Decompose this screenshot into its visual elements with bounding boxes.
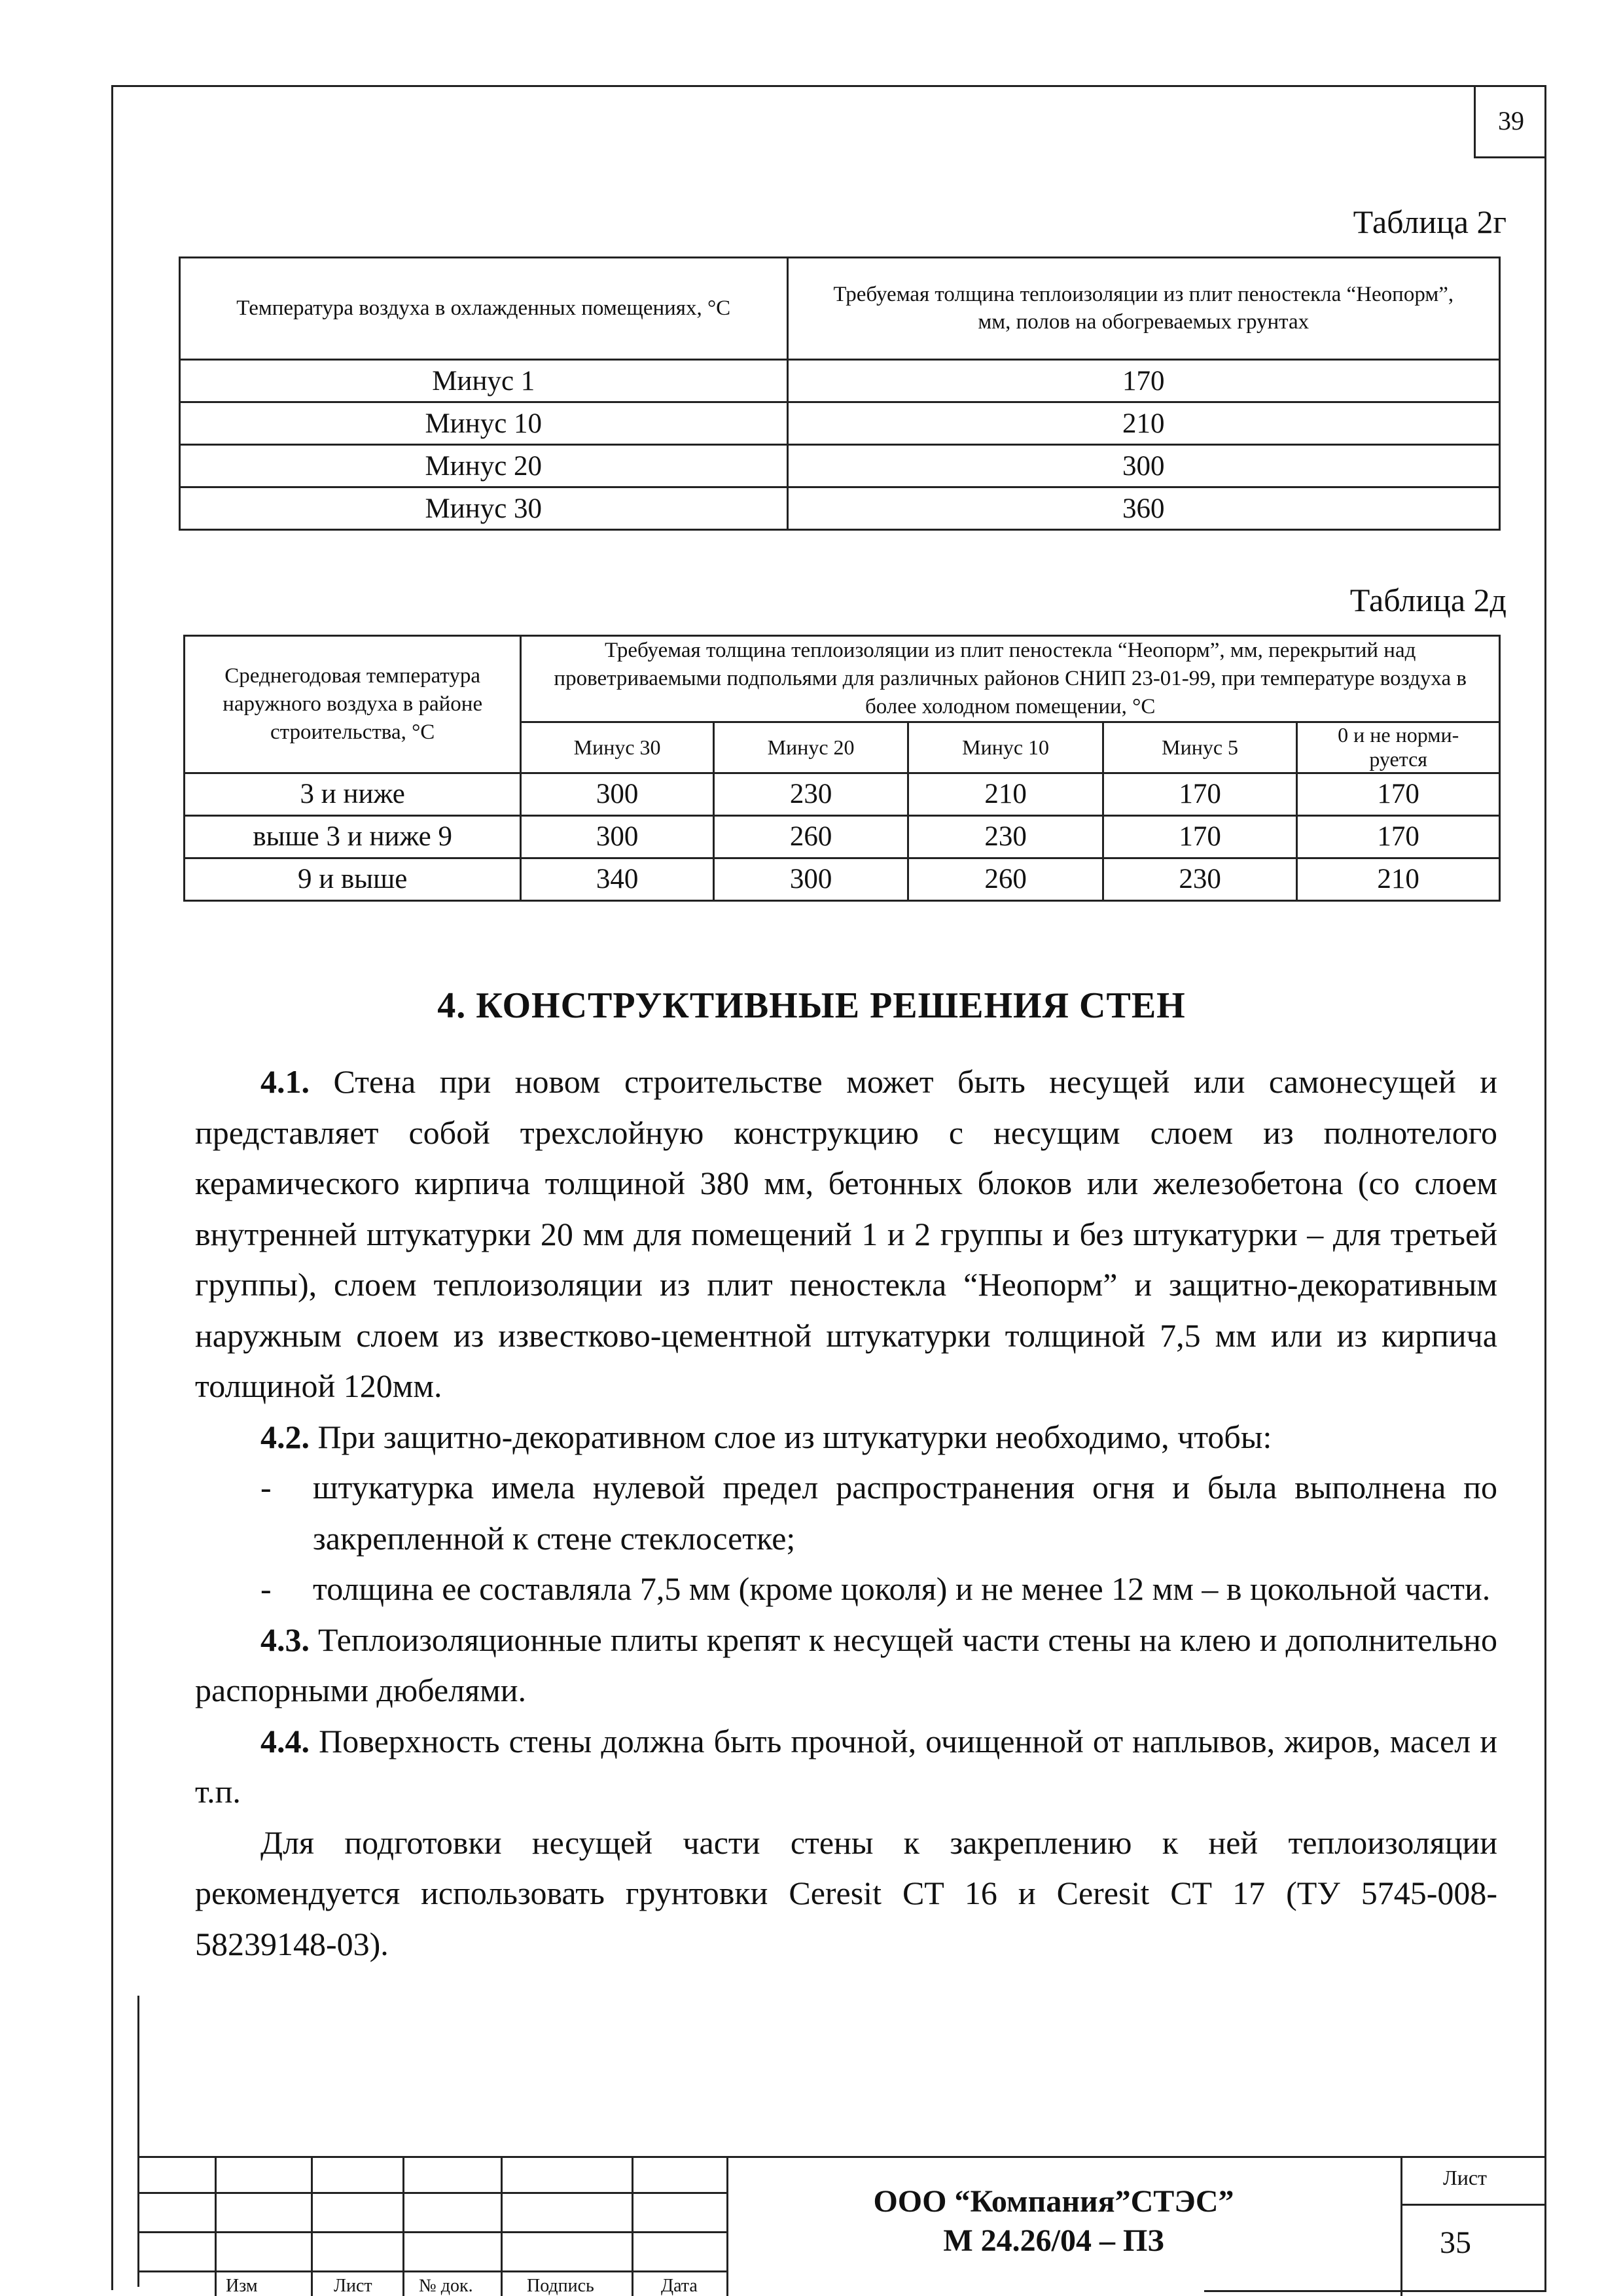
- table-2g-header-thickness: Требуемая толщина теплоизоляции из плит пеностекла “Неопорм”, мм, полов на обогреваемых грунтах: [787, 258, 1499, 360]
- stamp-col-label: Изм: [226, 2276, 258, 2296]
- table-cell: Минус 20: [180, 445, 788, 487]
- table-cell: 300: [713, 858, 908, 900]
- table-cell: 260: [908, 858, 1103, 900]
- paragraph-4-1: [195, 1057, 1497, 1412]
- bullet-dash: -: [260, 1469, 272, 1506]
- stamp-bottom-line: [1204, 2290, 1546, 2292]
- list-item-text: толщина ее составляла 7,5 мм (кроме цоколя) и не менее 12 мм – в цокольной части.: [313, 1570, 1491, 1607]
- table-2d-subheader: Минус 20: [713, 722, 908, 773]
- table-2d-subheader: Минус 5: [1103, 722, 1297, 773]
- stamp-row-line: [137, 2192, 726, 2194]
- table-row: [185, 858, 1500, 900]
- table-cell: Минус 10: [180, 402, 788, 445]
- paragraph-text: Теплоизоляционные плиты крепят к несущей части стены на клею и дополнительно распорными дюбелями.: [195, 1621, 1498, 1708]
- table-cell: 300: [521, 815, 714, 858]
- stamp-col-line: [215, 2156, 217, 2296]
- table-row: [185, 773, 1500, 815]
- table-cell: 3 и ниже: [185, 773, 521, 815]
- table-cell: 170: [1297, 773, 1500, 815]
- table-cell: Минус 1: [180, 360, 788, 402]
- table-cell: 9 и выше: [185, 858, 521, 900]
- organization-name: ООО “Компания”СТЭС”: [873, 2184, 1234, 2219]
- stamp-col-line: [402, 2156, 404, 2296]
- paragraph-4-3: [195, 1615, 1497, 1716]
- stamp-col-line: [1400, 2156, 1402, 2296]
- table-2d-header-temp: Среднегодовая температура наружного воздуха в районе строительства, °С: [185, 636, 521, 773]
- table-cell: 210: [787, 402, 1499, 445]
- table-cell: 210: [1297, 858, 1500, 900]
- stamp-col-label: Лист: [334, 2276, 372, 2296]
- list-item: [195, 1564, 1497, 1615]
- stamp-col-line: [501, 2156, 503, 2296]
- table-cell: 300: [787, 445, 1499, 487]
- table-2d-subheader: 0 и не норми-руется: [1297, 722, 1500, 773]
- table-row: [180, 402, 1500, 445]
- table-cell: Минус 30: [180, 487, 788, 530]
- paragraph-text: При защитно-декоративном слое из штукатурки необходимо, чтобы:: [317, 1418, 1272, 1455]
- sheet-label: Лист: [1443, 2166, 1488, 2189]
- table-2d-caption: Таблица 2д: [1349, 582, 1507, 618]
- table-row: [185, 815, 1500, 858]
- table-cell: 170: [1103, 815, 1297, 858]
- list-item-text: штукатурка имела нулевой предел распространения огня и была выполнена по закрепленной к стене стеклосетке;: [313, 1469, 1497, 1557]
- table-cell: 300: [521, 773, 714, 815]
- stamp-col-label: Подпись: [527, 2276, 594, 2296]
- table-row: [180, 487, 1500, 530]
- paragraph-number: 4.1.: [260, 1063, 310, 1100]
- table-2g-header-temp: Температура воздуха в охлажденных помещениях, °С: [180, 258, 788, 360]
- stamp-org-block: [726, 2182, 1381, 2261]
- table-row: [180, 445, 1500, 487]
- paragraph-number: 4.3.: [260, 1621, 310, 1658]
- paragraph-text: Поверхность стены должна быть прочной, очищенной от наплывов, жиров, масел и т.п.: [195, 1722, 1498, 1810]
- table-2g: [179, 256, 1501, 531]
- paragraph-final: Для подготовки несущей части стены к закреплению к ней теплоизоляции рекомендуется использовать грунтовки Ceresit CT 16 и Ceresit CT 17 (ТУ 5745-008-58239148-03).: [195, 1824, 1497, 1962]
- table-cell: 360: [787, 487, 1499, 530]
- table-2d-header-group: Требуемая толщина теплоизоляции из плит пеностекла “Неопорм”, мм, перекрытий над проветриваемыми подпольями для различных районов СНИП 23-01-99, при температуре воздуха в более холодном помещении, °С: [521, 636, 1500, 722]
- paragraph-4-4: [195, 1716, 1497, 1818]
- stamp-col-label: Дата: [661, 2276, 698, 2296]
- stamp-row-line: [137, 2270, 726, 2272]
- paragraph-number: 4.4.: [260, 1722, 310, 1759]
- paragraph-number: 4.2.: [260, 1418, 310, 1455]
- table-2d-subheader: Минус 30: [521, 722, 714, 773]
- table-cell: 170: [1103, 773, 1297, 815]
- stamp-col-line: [632, 2156, 633, 2296]
- table-cell: 210: [908, 773, 1103, 815]
- stamp-row-line: [1400, 2204, 1546, 2206]
- table-2g-caption: Таблица 2г: [1353, 203, 1507, 240]
- page-number: 39: [1474, 85, 1546, 158]
- table-cell: выше 3 и ниже 9: [185, 815, 521, 858]
- stamp-col-label: № док.: [419, 2276, 473, 2296]
- list-item: [195, 1462, 1497, 1564]
- section-body: [195, 1057, 1497, 1969]
- sheet-number: 35: [1440, 2225, 1471, 2260]
- table-row: [180, 360, 1500, 402]
- bullet-dash: -: [260, 1570, 272, 1607]
- table-cell: 340: [521, 858, 714, 900]
- stamp-row-line: [137, 2231, 726, 2233]
- frame-inner-line: [137, 1996, 139, 2287]
- table-2d-subheader: Минус 10: [908, 722, 1103, 773]
- stamp-top-line: [137, 2156, 1546, 2158]
- paragraph-text: Стена при новом строительстве может быть несущей или самонесущей и представляет собой трехслойную конструкцию с несущим слоем из полнотелого керамического кирпича толщиной 380 мм, бетонных блоков или железобетона (со слоем внутренней штукатурки 20 мм для помещений 1 и 2 группы и без штукатурки – для третьей группы), слоем теплоизоляции из плит пеностекла “Неопорм” и защитно-декоративным наружным слоем из известково-цементной штукатурки толщиной 7,5 мм или из кирпича толщиной 120мм.: [195, 1063, 1498, 1404]
- table-cell: 230: [908, 815, 1103, 858]
- table-cell: 170: [787, 360, 1499, 402]
- document-code: М 24.26/04 – ПЗ: [943, 2223, 1164, 2258]
- paragraph-4-2: [195, 1412, 1497, 1463]
- table-cell: 260: [713, 815, 908, 858]
- stamp-col-line: [311, 2156, 313, 2296]
- table-cell: 170: [1297, 815, 1500, 858]
- table-cell: 230: [713, 773, 908, 815]
- section-title: 4. КОНСТРУКТИВНЫЕ РЕШЕНИЯ СТЕН: [437, 985, 1186, 1026]
- table-cell: 230: [1103, 858, 1297, 900]
- table-2d: [183, 635, 1501, 902]
